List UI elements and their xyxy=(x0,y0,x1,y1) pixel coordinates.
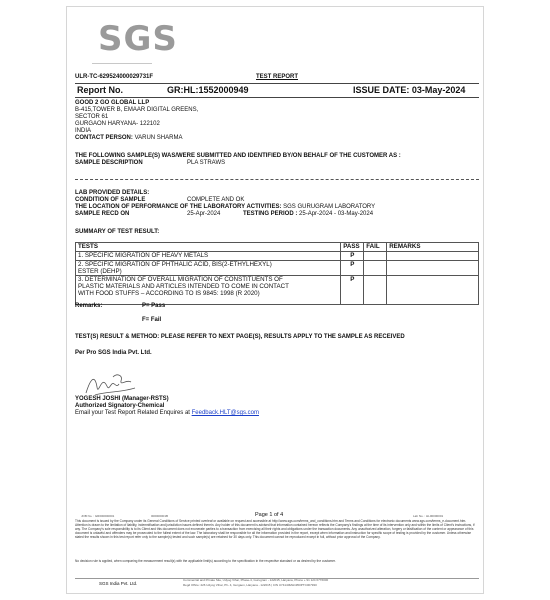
location-label: THE LOCATION OF PERFORMANCE OF THE LABORATORY ACTIVITIES: xyxy=(75,204,282,210)
test-remarks xyxy=(387,276,479,305)
test-name: 2. SPECIFIC MIGRATION OF PHTHALIC ACID, BIS(2-ETHYLHEXYL) ESTER (DEHP) xyxy=(76,261,341,276)
test-pass: P xyxy=(341,261,364,276)
condition-value: COMPLETE AND OK xyxy=(187,197,245,203)
col-fail: FAIL xyxy=(364,243,387,252)
period-value: 25-Apr-2024 - 03-May-2024 xyxy=(299,211,374,217)
test-fail xyxy=(364,276,387,305)
test-fail xyxy=(364,252,387,261)
disclaimer: This document is issued by the Company under its General Conditions of Service printed overleaf or available on request and accessible at http://www.sgs.com/terms_and_conditions.htm and Terms and Conditions for electronic documents www.sgs.com/terms_e-document.htm. Attention is drawn to the limitation of liability, indemnification and jurisdiction issues defined therein. Any holder of this document is advised that information contained hereon reflects the Company's findings at the time of its intervention only and within the limits of Client's instructions, if any. The Company's sole responsibility is to its Client and this document does not exonerate parties to a transaction from exercising all their rights and obligations under the transaction documents. Any unauthorized alteration, forgery or falsification of the content or appearance of this document is unlawful and offenders may be prosecuted to the fullest extent of the law. The laboratory shall be responsible for all the information provided in the report, except when information and instruction for specific scope of testing is provided by the customer. Unless otherwise stated the results shown in this test report refer only to the sample(s) tested and such sample(s) are retained for 30 days only. This document cannot be reproduced except in full, without prior approval of the Company. xyxy=(75,519,475,539)
legend-pass: P= Pass xyxy=(142,303,166,309)
col-tests: TESTS xyxy=(76,243,341,252)
sample-description-label: SAMPLE DESCRIPTION xyxy=(75,160,143,166)
test-pass: P xyxy=(341,252,364,261)
test-remarks xyxy=(387,261,479,276)
col-pass: PASS xyxy=(341,243,364,252)
feedback-email-link[interactable]: Feedback.HLT@sgs.com xyxy=(191,410,259,416)
sample-description: PLA STRAWS xyxy=(187,160,226,166)
lab-location xyxy=(75,204,375,211)
signatory-name: YOGESH JOSHI (Manager-RSTS) xyxy=(75,396,169,402)
ulr-number: ULR-TC-629524000029731F xyxy=(75,74,154,80)
summary-header-row xyxy=(76,243,479,252)
remarks-label: Remarks: xyxy=(75,303,103,309)
customer-address-2: SECTOR 61 xyxy=(75,114,109,120)
contact-person xyxy=(75,135,182,142)
summary-table xyxy=(75,242,479,305)
email-line xyxy=(75,410,259,417)
job-code: JOB No. : GR000000001 xyxy=(81,514,115,518)
report-page xyxy=(66,6,484,594)
signature-image xyxy=(83,369,139,399)
footer-address-a: Commercial and Private Site, Udyog Vihar, Phase-4, Gurugram - 122015, Haryana, Phone + 91 124 6776000 xyxy=(183,578,329,582)
decision-rule-note: No decision rule is applied, when comparing the measurement result(s) with the applicable limit(s) according to the specification in the respective standard or as desired by the customer. xyxy=(75,559,336,563)
email-text: Email your Test Report Related Enquires at xyxy=(75,410,190,416)
customer-address-3: GURGAON HARYANA- 122102 xyxy=(75,121,160,127)
report-header-row xyxy=(75,83,479,98)
period-label: TESTING PERIOD : xyxy=(243,211,298,217)
recd-value: 25-Apr-2024 xyxy=(187,211,221,217)
per-pro: Per Pro SGS India Pvt. Ltd. xyxy=(75,350,152,356)
recd-label: SAMPLE RECD ON xyxy=(75,211,130,217)
footer-address-b: Regd Office: 226 Udyog Vihar, Ph- 4, Gurgaon, Haryana - 122015 | CIN U74140MH1950PTC007930 xyxy=(183,583,317,587)
contact-value: VARUN SHARMA xyxy=(134,135,183,141)
signatory-title: Authorized Signatory-Chemical xyxy=(75,403,165,409)
test-pass: P xyxy=(341,276,364,305)
condition-label: CONDITION OF SAMPLE xyxy=(75,197,146,203)
legend-fail: F= Fail xyxy=(142,317,162,323)
report-no-label: Report No. xyxy=(77,85,123,95)
table-row xyxy=(76,261,479,276)
summary-title: SUMMARY OF TEST RESULT: xyxy=(75,229,160,235)
test-name: 3. DETERMINATION OF OVERALL MIGRATION OF CONSTITUENTS OF PLASTIC MATERIALS AND ARTICLES INTENDED TO COME IN CONTACT WITH FOOD STUFFS – ACCORDING TO IS 9845: 1998 (R 2020) xyxy=(76,276,341,305)
customer-country: INDIA xyxy=(75,128,92,134)
test-remarks xyxy=(387,252,479,261)
contact-label: CONTACT PERSON: xyxy=(75,135,133,141)
location-value: SGS GURUGRAM LABORATORY xyxy=(283,204,376,210)
job-code-2: 000000001B xyxy=(151,514,169,518)
table-row xyxy=(76,252,479,261)
customer-address-1: B-415,TOWER B, EMAAR DIGITAL GREENS, xyxy=(75,107,199,113)
lab-code: Lab No. : HL00000001 xyxy=(413,514,444,518)
table-row xyxy=(76,276,479,305)
sgs-logo: SGS xyxy=(98,19,178,59)
report-no: GR:HL:1552000949 xyxy=(167,85,249,95)
test-name: 1. SPECIFIC MIGRATION OF HEAVY METALS xyxy=(76,252,341,261)
page-number: Page 1 of 4 xyxy=(255,512,284,518)
col-remarks: REMARKS xyxy=(387,243,479,252)
customer-name: GOOD 2 GO GLOBAL LLP xyxy=(75,100,150,106)
footer-company: SGS India Pvt. Ltd. xyxy=(99,581,138,586)
issue-date: ISSUE DATE: 03-May-2024 xyxy=(353,85,466,95)
document-type: TEST REPORT xyxy=(256,74,299,80)
lab-details-label: LAB PROVIDED DETAILS: xyxy=(75,190,150,196)
test-fail xyxy=(364,261,387,276)
section-divider xyxy=(75,179,479,180)
result-note: TEST(S) RESULT & METHOD: PLEASE REFER TO NEXT PAGE(S), RESULTS APPLY TO THE SAMPLE AS RECEIVED xyxy=(75,334,405,340)
sample-statement: THE FOLLOWING SAMPLE(S) WAS/WERE SUBMITTED AND IDENTIFIED BY/ON BEHALF OF THE CUSTOMER AS : xyxy=(75,153,401,159)
logo-underline xyxy=(92,63,152,64)
testing-period xyxy=(243,211,373,218)
